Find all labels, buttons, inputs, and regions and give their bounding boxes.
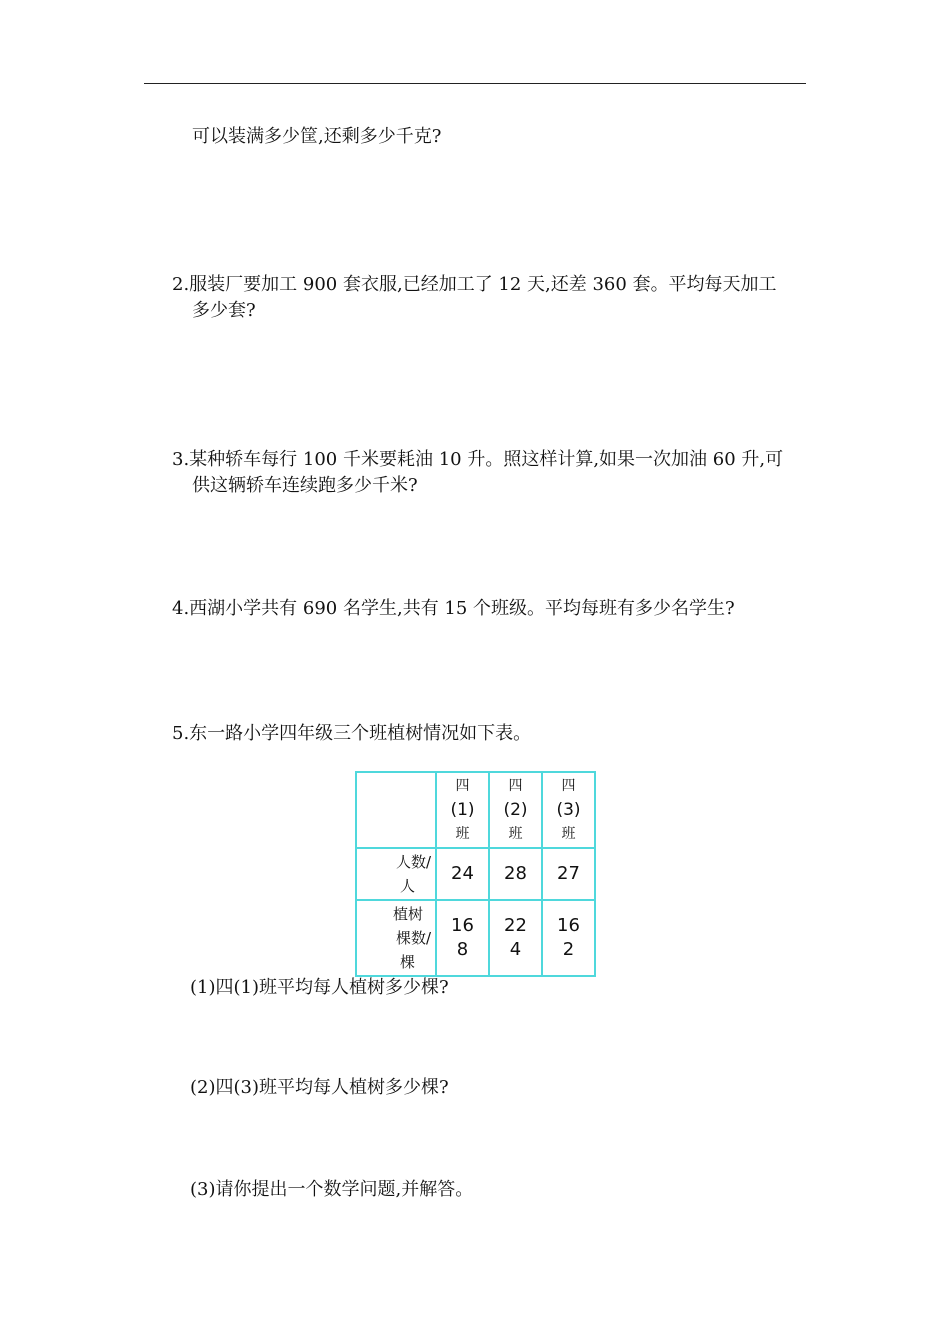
column-header-class-1: 四 (1) 班 [436,772,489,848]
column-header-class-3: 四 (3) 班 [542,772,595,848]
table-corner-cell [356,772,436,848]
question-4: 4.西湖小学共有 690 名学生,共有 15 个班级。平均每班有多少名学生? [172,598,735,619]
sub-question-3: (3)请你提出一个数学问题,并解答。 [190,1179,474,1200]
cell-trees-class-3: 16 2 [542,900,595,976]
question-3-line-1: 3.某种轿车每行 100 千米要耗油 10 升。照这样计算,如果一次加油 60 升,可 [172,449,784,470]
sub-question-2: (2)四(3)班平均每人植树多少棵? [190,1077,449,1098]
tree-planting-table [355,771,596,977]
column-header-class-2: 四 (2) 班 [489,772,542,848]
question-2-line-2: 多少套? [192,300,256,321]
sub-question-1: (1)四(1)班平均每人植树多少棵? [190,977,449,998]
cell-trees-class-1: 16 8 [436,900,489,976]
question-2-line-1: 2.服装厂要加工 900 套衣服,已经加工了 12 天,还差 360 套。平均每天加工 [172,274,777,295]
cell-trees-class-2: 22 4 [489,900,542,976]
question-1-continuation: 可以装满多少筐,还剩多少千克? [192,126,442,147]
cell-students-class-1: 24 [436,848,489,900]
cell-students-class-2: 28 [489,848,542,900]
cell-students-class-3: 27 [542,848,595,900]
question-3-line-2: 供这辆轿车连续跑多少千米? [192,475,418,496]
row-header-students: 人数/ 人 [356,848,436,900]
table-row-students [356,848,595,900]
table-row-trees [356,900,595,976]
question-5: 5.东一路小学四年级三个班植树情况如下表。 [172,723,532,744]
row-header-trees: 植树 棵数/ 棵 [356,900,436,976]
header-rule [144,83,806,84]
